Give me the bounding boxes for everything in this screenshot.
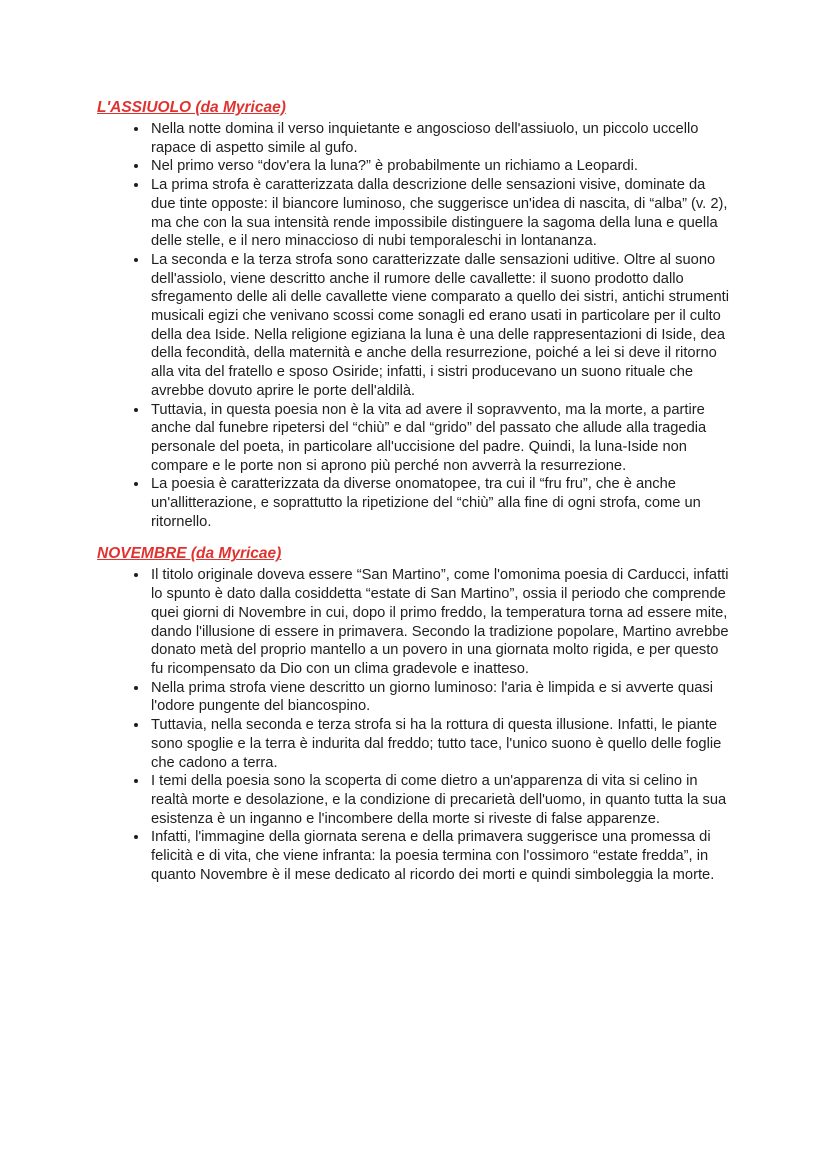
bullet-item: • Tuttavia, in questa poesia non è la vita ad avere il sopravvento, ma la morte, a partire anche dal funebre ripetersi del “chiù” e dal “grido” del passato che allude alla tragedia personale del poeta, in particolare all'uccisione del padre. Quindi, la luna-Iside non compare e le porte non si aprono più perché non avverrà la resurrezione. (149, 401, 731, 476)
bullet-item: • Tuttavia, nella seconda e terza strofa si ha la rottura di questa illusione. Infatti, le piante sono spoglie e la terra è indurita dal freddo; tutto tace, l'unico suono è quello delle foglie che cadono a terra. (149, 716, 731, 772)
bullet-item: • La seconda e la terza strofa sono caratterizzate dalle sensazioni uditive. Oltre al suono dell'assiolo, viene descritto anche il rumore delle cavallette: il suono prodotto dallo sfregamento delle ali delle cavallette viene comparato a quello dei sistri, antichi strumenti musicali egizi che venivano scossi come sonagli ed erano usati in particolare per il culto della dea Iside. Nella religione egiziana la luna è una delle rappresentazioni di Iside, dea della fecondità, della maternità e anche della resurrezione, poiché a lei si deve il ritorno alla vita del fratello e sposo Osiride; infatti, i sistri producevano un suono rituale che avrebbe dovuto aprire le porte dell'aldilà. (149, 251, 731, 401)
section-heading-lassiuolo: L'ASSIUOLO (da Myricae) (97, 99, 286, 116)
bullet-item: • I temi della poesia sono la scoperta di come dietro a un'apparenza di vita si celino in realtà morte e desolazione, e la condizione di precarietà dell'uomo, in quanto tutta la sua esistenza è un inganno e l'incombere della morte si riveste di false apparenze. (149, 772, 731, 828)
bullet-list-lassiuolo (97, 120, 731, 531)
section-novembre (97, 545, 731, 884)
bullet-item: • Il titolo originale doveva essere “San Martino”, come l'omonima poesia di Carducci, infatti lo spunto è dato dalla cosiddetta “estate di San Martino”, ossia il periodo che comprende quei giorni di Novembre in cui, dopo il primo freddo, la temperatura torna ad essere mite, dando l'illusione di essere in primavera. Secondo la tradizione popolare, Martino avrebbe donato metà del proprio mantello a un povero in una giornata molto rigida, e per questo fu ricompensato da Dio con un clima gradevole e inatteso. (149, 566, 731, 678)
bullet-item: • Nella prima strofa viene descritto un giorno luminoso: l'aria è limpida e si avverte quasi l'odore pungente del biancospino. (149, 679, 731, 716)
bullet-item: • La prima strofa è caratterizzata dalla descrizione delle sensazioni visive, dominate da due tinte opposte: il biancore luminoso, che suggerisce un'idea di nascita, di “alba” (v. 2), ma che con la sua intensità rende impossibile distinguere la sagoma della luna e quella delle stelle, e il nero minaccioso di nubi temporaleschi in lontananza. (149, 176, 731, 251)
bullet-item: • La poesia è caratterizzata da diverse onomatopee, tra cui il “fru fru”, che è anche un'allitterazione, e soprattutto la ripetizione del “chiù” alla fine di ogni strofa, come un ritornello. (149, 475, 731, 531)
section-lassiuolo (97, 99, 731, 531)
bullet-item: • Infatti, l'immagine della giornata serena e della primavera suggerisce una promessa di felicità e di vita, che viene infranta: la poesia termina con l'ossimoro “estate fredda”, in quanto Novembre è il mese dedicato al ricordo dei morti e quindi simboleggia la morte. (149, 828, 731, 884)
bullet-item: • Nel primo verso “dov'era la luna?” è probabilmente un richiamo a Leopardi. (149, 157, 731, 176)
section-heading-novembre: NOVEMBRE (da Myricae) (97, 545, 282, 563)
bullet-item: • Nella notte domina il verso inquietante e angoscioso dell'assiuolo, un piccolo uccello rapace di aspetto simile al gufo. (149, 120, 731, 157)
bullet-list-novembre (97, 566, 731, 884)
